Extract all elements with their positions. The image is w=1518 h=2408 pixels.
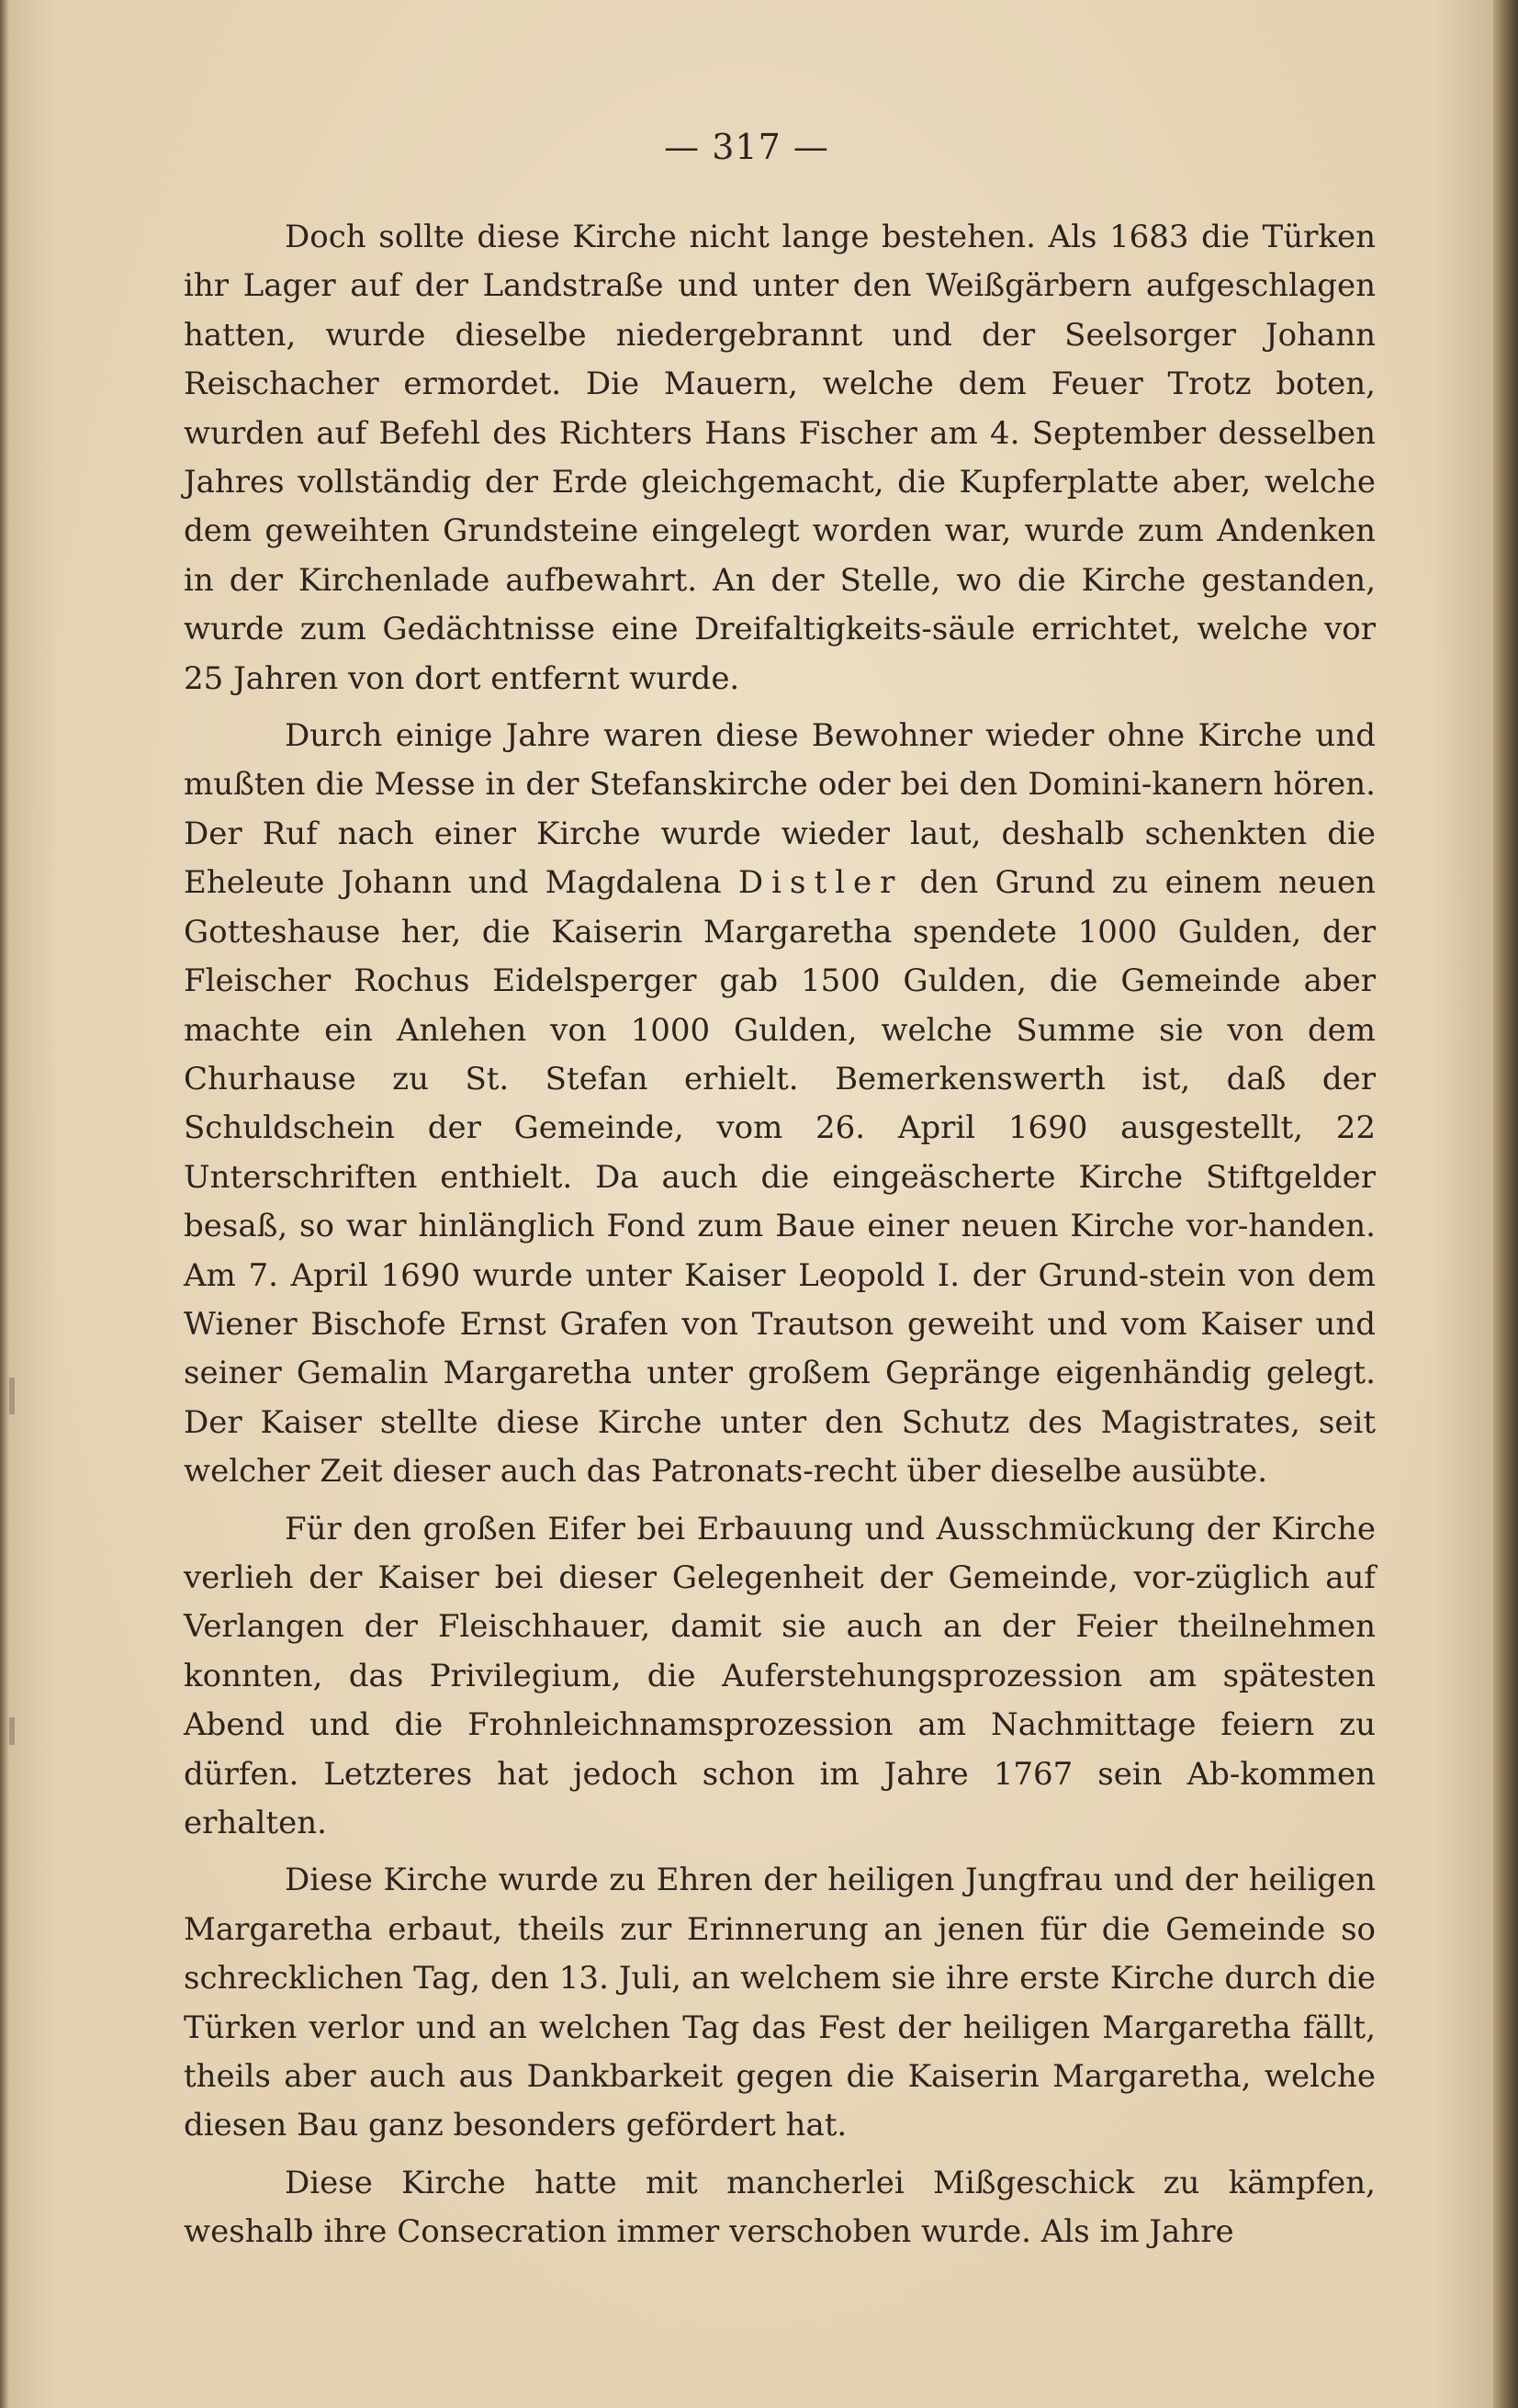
paragraph-5: Diese Kirche hatte mit mancherlei Mißgeschick zu kämpfen, weshalb ihre Consecration immer verschoben wurde. Als im Jahre xyxy=(184,2164,1376,2251)
margin-mark xyxy=(9,1717,15,1745)
paragraph-4: Diese Kirche wurde zu Ehren der heiligen Jungfrau und der heiligen Margaretha erbaut, theils zur Erinnerung an jenen für die Gemeinde so schrecklichen Tag, den 13. Juli, an welchem sie ihre erste Kirche durch die Türken verlor und an welchen Tag das Fest der heiligen Margaretha fällt, theils aber auch aus Dankbarkeit gegen die Kaiserin Margaretha, welche diesen Bau ganz besonders gefördert hat. xyxy=(184,1862,1376,2144)
paragraph-2-part-1: Durch einige Jahre waren diese Bewohner wieder ohne Kirche und mußten die Messe in der Stefanskirche oder bei den Domini-kanern hören. Der Ruf nach einer Kirche wurde wieder laut, deshalb schenkten die Eheleute Johann und Magdalena xyxy=(184,717,1376,902)
margin-mark xyxy=(9,1378,15,1414)
binding-shadow xyxy=(0,0,9,2408)
page-edge xyxy=(1493,0,1518,2408)
paragraph-1: Doch sollte diese Kirche nicht lange bestehen. Als 1683 die Türken ihr Lager auf der Landstraße und unter den Weißgärbern aufgeschlagen hatten, wurde dieselbe niedergebrannt und der Seelsorger Johann Reischacher ermordet. Die Mauern, welche dem Feuer Trotz boten, wurden auf Befehl des Richters Hans Fischer am 4. September desselben Jahres vollständig der Erde gleichgemacht, die Kupferplatte aber, welche dem geweihten Grundsteine eingelegt worden war, wurde zum Andenken in der Kirchenlade aufbewahrt. An der Stelle, wo die Kirche gestanden, wurde zum Gedächtnisse eine Dreifaltigkeits-säule errichtet, welche vor 25 Jahren von dort entfernt wurde. xyxy=(184,219,1376,697)
name-distler: Distler xyxy=(737,864,904,902)
paragraph-3: Für den großen Eifer bei Erbauung und Ausschmückung der Kirche verlieh der Kaiser bei dieser Gelegenheit der Gemeinde, vor-züglich auf Verlangen der Fleischhauer, damit sie auch an der Feier theilnehmen konnten, das Privilegium, die Auferstehungsprozession am spätesten Abend und die Frohnleichnamsprozession am Nachmittage feiern zu dürfen. Letzteres hat jedoch schon im Jahre 1767 sein Ab-kommen erhalten. xyxy=(184,1510,1376,1841)
body-text xyxy=(184,213,1376,2266)
paragraph-2-part-2: den Grund zu einem neuen Gotteshause her, die Kaiserin Margaretha spendete 1000 Gulden, der Fleischer Rochus Eidelsperger gab 1500 Gulden, die Gemeinde aber machte ein Anlehen von 1000 Gulden, welche Summe sie von dem Churhause zu St. Stefan erhielt. Bemerkenswerth ist, daß der Schuldschein der Gemeinde, vom 26. April 1690 ausgestellt, 22 Unterschriften enthielt. Da auch die eingeäscherte Kirche Stiftgelder besaß, so war hinlänglich Fond zum Baue einer neuen Kirche vor-handen. Am 7. April 1690 wurde unter Kaiser Leopold I. der Grund-stein von dem Wiener Bischofe Ernst Grafen von Trautson geweiht und vom Kaiser und seiner Gemalin Margaretha unter großem Gepränge eigenhändig gelegt. Der Kaiser stellte diese Kirche unter den Schutz des Magistrates, seit welcher Zeit dieser auch das Patronats-recht über dieselbe ausübte. xyxy=(184,864,1376,1491)
page-number: — 317 — xyxy=(664,127,829,167)
paragraph-2 xyxy=(184,712,1376,1497)
